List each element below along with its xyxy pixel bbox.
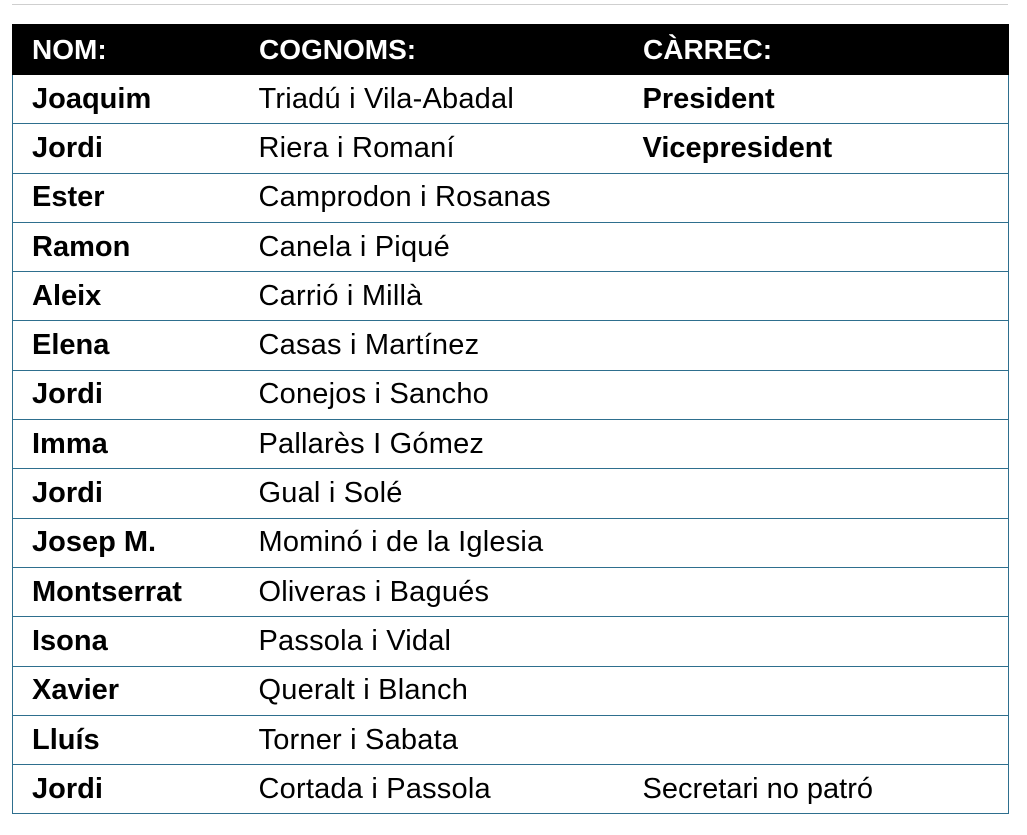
cell-carrec [624, 420, 1009, 469]
cell-carrec: Vicepresident [624, 124, 1009, 173]
table-row [13, 518, 1009, 567]
cell-nom: Jordi [13, 765, 240, 814]
table-body [13, 75, 1009, 814]
cell-cognoms: Conejos i Sancho [240, 370, 624, 419]
cell-carrec [624, 173, 1009, 222]
cell-cognoms: Gual i Solé [240, 469, 624, 518]
table-row [13, 617, 1009, 666]
cell-carrec [624, 567, 1009, 616]
cell-cognoms: Canela i Piqué [240, 222, 624, 271]
cell-nom: Imma [13, 420, 240, 469]
cell-nom: Aleix [13, 272, 240, 321]
cell-cognoms: Oliveras i Bagués [240, 567, 624, 616]
board-members-table [12, 24, 1009, 814]
cell-carrec [624, 666, 1009, 715]
cell-nom: Jordi [13, 370, 240, 419]
header-row [13, 25, 1009, 75]
cell-nom: Montserrat [13, 567, 240, 616]
cell-cognoms: Torner i Sabata [240, 715, 624, 764]
table-row [13, 272, 1009, 321]
cell-carrec [624, 222, 1009, 271]
table-header [13, 25, 1009, 75]
cell-cognoms: Cortada i Passola [240, 765, 624, 814]
table-row [13, 666, 1009, 715]
table-row [13, 222, 1009, 271]
cell-nom: Ramon [13, 222, 240, 271]
cell-cognoms: Passola i Vidal [240, 617, 624, 666]
table-row [13, 765, 1009, 814]
table-row [13, 321, 1009, 370]
cell-cognoms: Carrió i Millà [240, 272, 624, 321]
cell-nom: Jordi [13, 124, 240, 173]
cell-carrec [624, 617, 1009, 666]
cell-carrec [624, 469, 1009, 518]
top-divider [12, 4, 1008, 5]
cell-cognoms: Triadú i Vila-Abadal [240, 75, 624, 124]
cell-nom: Ester [13, 173, 240, 222]
table-row [13, 469, 1009, 518]
cell-cognoms: Casas i Martínez [240, 321, 624, 370]
header-cognoms: COGNOMS: [240, 25, 624, 75]
cell-carrec: Secretari no patró [624, 765, 1009, 814]
table-row [13, 124, 1009, 173]
cell-cognoms: Riera i Romaní [240, 124, 624, 173]
cell-carrec [624, 272, 1009, 321]
cell-nom: Xavier [13, 666, 240, 715]
cell-nom: Isona [13, 617, 240, 666]
table-row [13, 75, 1009, 124]
cell-nom: Elena [13, 321, 240, 370]
table-row [13, 567, 1009, 616]
cell-nom: Joaquim [13, 75, 240, 124]
cell-cognoms: Pallarès I Gómez [240, 420, 624, 469]
header-carrec: CÀRREC: [624, 25, 1009, 75]
table-row [13, 715, 1009, 764]
cell-carrec: President [624, 75, 1009, 124]
cell-nom: Jordi [13, 469, 240, 518]
table-row [13, 173, 1009, 222]
cell-nom: Josep M. [13, 518, 240, 567]
cell-carrec [624, 370, 1009, 419]
table-row [13, 370, 1009, 419]
cell-carrec [624, 518, 1009, 567]
cell-cognoms: Camprodon i Rosanas [240, 173, 624, 222]
cell-cognoms: Queralt i Blanch [240, 666, 624, 715]
table-row [13, 420, 1009, 469]
cell-carrec [624, 321, 1009, 370]
cell-carrec [624, 715, 1009, 764]
cell-cognoms: Mominó i de la Iglesia [240, 518, 624, 567]
cell-nom: Lluís [13, 715, 240, 764]
header-nom: NOM: [13, 25, 240, 75]
